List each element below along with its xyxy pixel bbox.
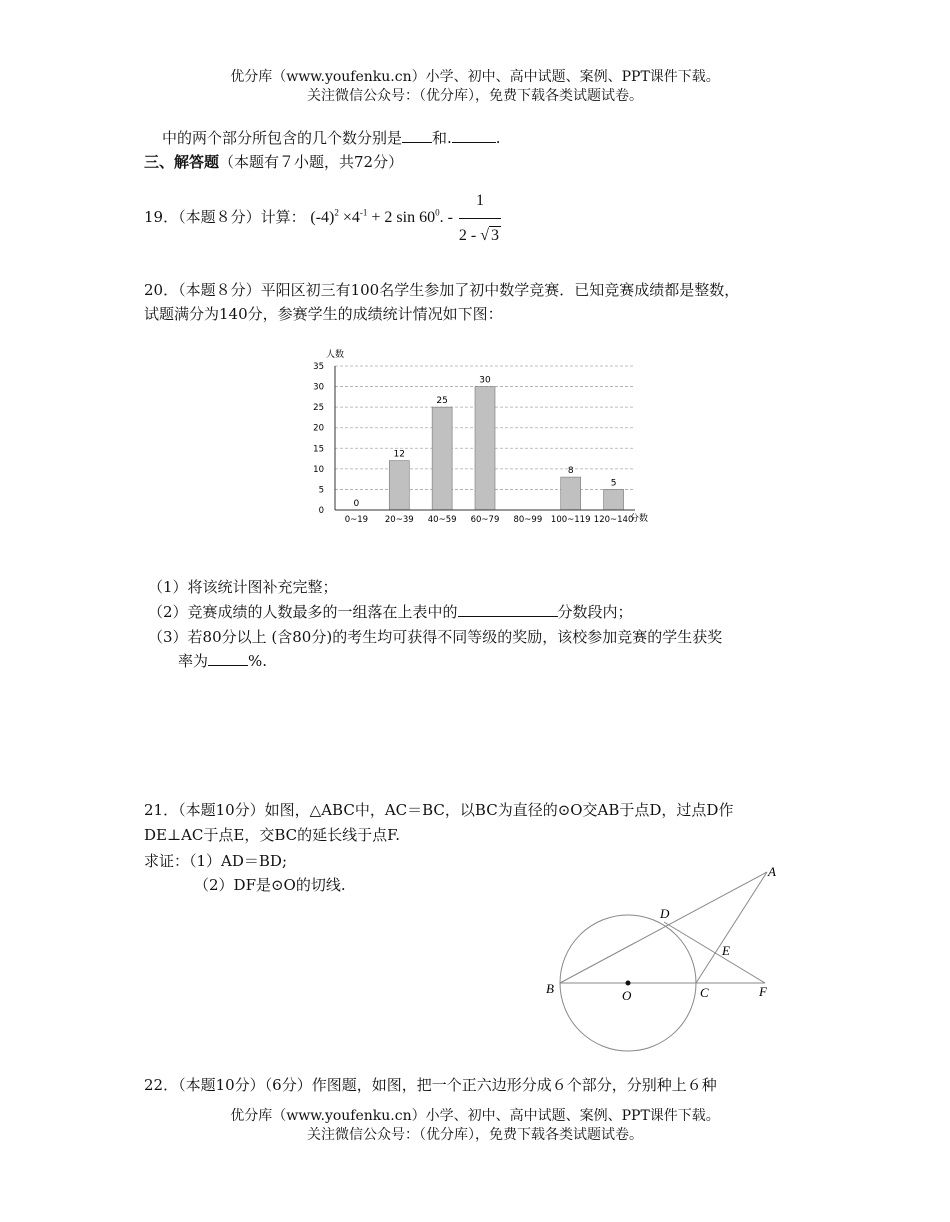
q19-term-d: . - — [439, 209, 453, 227]
q19-label: 19．（本题８分）计算： — [144, 208, 306, 227]
q21-proof1: 求证：（1）AD＝BD; — [144, 852, 288, 870]
q19-fraction-numerator: 1 — [459, 186, 501, 219]
label-e: E — [722, 943, 730, 958]
section-3-title: 三、解答题 — [144, 153, 220, 171]
q19-term-b: ×4 — [342, 209, 360, 227]
center-point-o — [626, 981, 631, 986]
bar-120~140 — [604, 489, 624, 510]
q20-sub2 — [148, 601, 633, 623]
q19-fraction — [459, 186, 501, 251]
bar-data-label: 12 — [393, 449, 406, 460]
continuation-line — [162, 127, 501, 149]
q20-sub2-text-after: 分数段内； — [557, 603, 633, 621]
q21-line2: DE⊥AC于点E，交BC的延长线于点F. — [144, 826, 400, 844]
y-tick-label: 20 — [313, 423, 324, 434]
bar-data-label: 25 — [436, 396, 448, 407]
y-tick-label: 15 — [313, 444, 324, 455]
section-3-heading — [144, 151, 403, 173]
y-tick-label: 35 — [313, 362, 324, 372]
q19-term-c: + 2 sin 60 — [371, 209, 436, 227]
segment-ba — [560, 872, 767, 983]
q19-exp-c: 0 — [435, 207, 440, 218]
x-tick-label: 0~19 — [344, 515, 369, 525]
chart-y-axis-label: 人数 — [326, 350, 345, 360]
answer-blank-4 — [208, 651, 248, 666]
q20-sub3-text-after: %. — [248, 652, 268, 670]
q20-line1: 20．（本题８分）平阳区初三有100名学生参加了初中数学竞赛．已知竞赛成绩都是整数， — [144, 281, 740, 299]
answer-blank-1 — [402, 128, 432, 143]
q20-sub3-line2 — [178, 650, 267, 672]
answer-blank-2 — [452, 128, 496, 143]
q20-sub3-text-before: 率为 — [178, 652, 209, 670]
y-tick-label: 0 — [318, 506, 324, 516]
continuation-text-3: . — [495, 129, 501, 147]
x-tick-label: 120~140 — [593, 515, 634, 525]
bar-data-label: 0 — [353, 499, 360, 509]
label-o: O — [622, 988, 632, 1003]
bar-data-label: 8 — [567, 466, 574, 477]
label-a: A — [768, 864, 776, 879]
q19-exp-a: 2 — [334, 207, 339, 218]
continuation-text-1: 中的两个部分所包含的几个数分别是 — [162, 129, 403, 147]
q19-exp-b: -1 — [359, 207, 368, 218]
x-tick-label: 60~79 — [470, 515, 500, 525]
q20-sub2-text-before: （2）竞赛成绩的人数最多的一组落在上表中的 — [148, 603, 458, 621]
answer-blank-3 — [458, 602, 558, 617]
bar-60~79 — [475, 387, 495, 510]
label-d: D — [660, 906, 670, 921]
bar-100~119 — [561, 477, 581, 510]
y-tick-label: 5 — [318, 485, 324, 496]
x-tick-label: 20~39 — [384, 515, 414, 525]
q20-sub1: （1）将该统计图补充完整； — [148, 578, 338, 596]
section-3-note: （本题有７小题，共72分） — [219, 153, 404, 171]
q21-proof2: （2）DF是⊙O的切线. — [194, 876, 346, 894]
q19-sqrt-radicand: 3 — [491, 227, 500, 244]
bar-40~59 — [432, 407, 452, 510]
page-footer-line1: 优分库（www.youfenku.cn）小学、初中、高中试题、案例、PPT课件下载。 — [230, 1108, 720, 1124]
y-tick-label: 10 — [313, 464, 324, 475]
x-tick-label: 80~99 — [513, 515, 543, 525]
x-tick-label: 40~59 — [427, 515, 457, 525]
q19-term-a: (-4) — [310, 209, 335, 227]
bar-20~39 — [389, 461, 409, 510]
page-header-line1: 优分库（www.youfenku.cn）小学、初中、高中试题、案例、PPT课件下载。 — [230, 69, 720, 85]
q19-expression — [310, 192, 501, 244]
q21-line1: 21．（本题10分）如图，△ABC中，AC＝BC，以BC为直径的⊙O交AB于点D，过点D作 — [144, 801, 734, 819]
page-footer-line2: 关注微信公众号：（优分库），免费下载各类试题试卷。 — [307, 1127, 643, 1143]
y-tick-label: 25 — [313, 403, 324, 414]
geometry-figure — [530, 855, 790, 1055]
y-tick-label: 30 — [313, 382, 324, 393]
page-header-line2: 关注微信公众号：（优分库），免费下载各类试题试卷。 — [307, 88, 643, 104]
x-tick-label: 100~119 — [550, 515, 591, 525]
question-19 — [144, 186, 501, 251]
label-f: F — [759, 984, 767, 999]
q19-fraction-denominator: 2 - √ 3 — [458, 227, 500, 244]
bar-data-label: 5 — [610, 478, 617, 489]
q22-line1: 22．（本题10分）（6分）作图题，如图，把一个正六边形分成６个部分，分别种上６种 — [144, 1076, 717, 1094]
score-bar-chart — [300, 344, 670, 530]
label-c: C — [700, 985, 709, 1000]
chart-y-ticks — [313, 362, 324, 516]
q20-sub3-line1: （3）若80分以上 (含80分)的考生均可获得不同等级的奖励，该校参加竞赛的学生获奖 — [148, 628, 723, 646]
segment-ca — [696, 872, 767, 983]
chart-bars — [354, 376, 624, 510]
bar-data-label: 30 — [479, 375, 491, 386]
chart-x-ticks — [345, 515, 634, 525]
segment-df — [664, 922, 765, 983]
label-b: B — [546, 981, 554, 996]
chart-x-axis-label: 分数 — [630, 514, 649, 524]
q19-den-text: 2 - — [458, 227, 481, 244]
q20-line2: 试题满分为140分，参赛学生的成绩统计情况如下图： — [144, 305, 503, 323]
continuation-text-2: 和. — [432, 129, 452, 147]
